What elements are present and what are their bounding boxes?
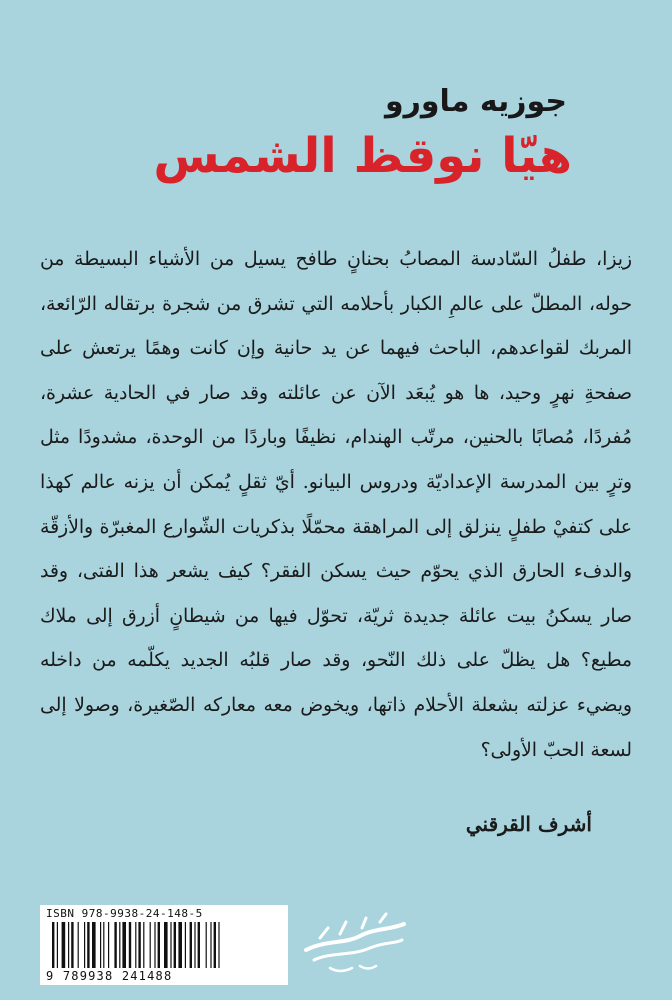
publisher-logo-icon bbox=[300, 900, 410, 980]
author-name: جوزيه ماورو bbox=[384, 84, 567, 119]
book-title: هيّا نوقظ الشمس bbox=[153, 128, 572, 184]
blurb-signature: أشرف القرقني bbox=[465, 812, 592, 836]
barcode-panel bbox=[40, 905, 288, 985]
isbn-label: ISBN 978-9938-24-148-5 bbox=[46, 907, 203, 920]
barcode-icon bbox=[50, 922, 278, 968]
back-cover-blurb: زيزا، طفلُ السّادسة المصابُ بحنانٍ طافح يسيل من الأشياء البسيطة من حوله، المطلّ على عالمِ الكبار بأحلامه التي تشرق من شجرة برتقاله الرّائعة، المربك لقواعدهم، الباحث فيهما عن يد حانية وإن كانت وهمًا يرتعش على صفحةِ نهرٍ وحيد، ها هو يُبعَد الآن عن عائلته وقد صار في الحادية عشرة، مُفردًا، مُصابًا بالحنين، مرتّب الهندام، نظيفًا وباردًا من الوحدة، مشدودًا مثل وترٍ بين المدرسة الإعداديّة ودروس البيانو. أيّ ثقلٍ يُمكن أن يزنه عالم كهذا على كتفيْ طفلٍ ينزلق إلى المراهقة محمّلًا بذكريات الشّوارع المغبرّة والأزقّة والدفء الحارق الذي يحوّم حيث يسكن الفقر؟ كيف يشعر هذا الفتى، وقد صار يسكنُ بيت عائلة جديدة ثريّة، تحوّل فيها من شيطانٍ أزرق إلى ملاك مطيع؟ هل يظلّ على ذلك النّحو، وقد صار قلبُه الجديد يكلّمه من داخله ويضيء عزلته بشعلة الأحلام ذاتها، ويخوض معه معاركه الصّغيرة، وصولا إلى لسعة الحبّ الأولى؟ bbox=[40, 249, 632, 761]
barcode-number: 9 789938 241488 bbox=[46, 969, 173, 983]
